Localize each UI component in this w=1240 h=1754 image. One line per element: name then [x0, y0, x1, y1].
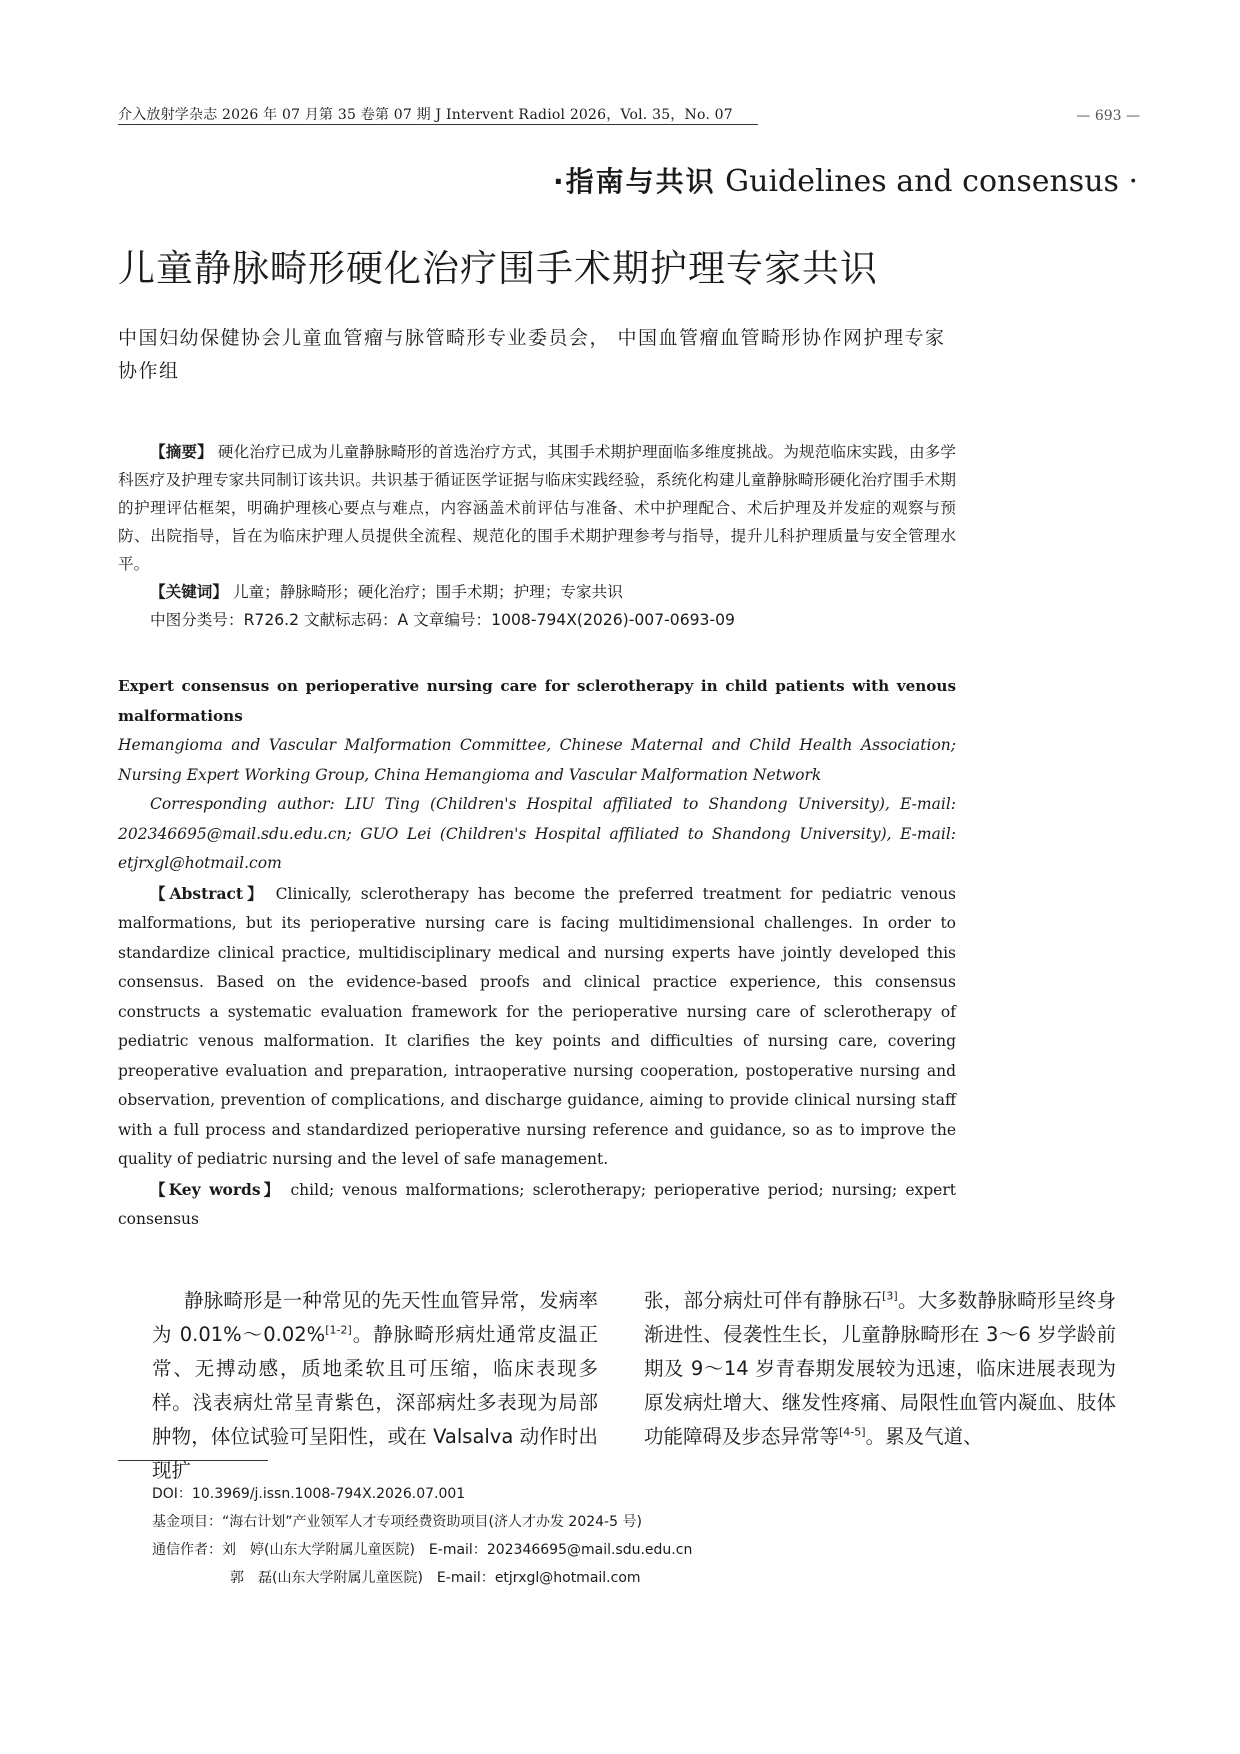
body-text: 。累及气道、 [865, 1425, 983, 1448]
corresponding-cn-2: 郭 磊(山东大学附属儿童医院) E-mail：etjrxgl@hotmail.com [230, 1570, 641, 1586]
english-block [118, 672, 956, 1235]
footnotes [152, 1480, 1052, 1592]
fund-line: 基金项目：“海右计划”产业领军人才专项经费资助项目(济人才办发 2024-5 号) [152, 1514, 642, 1530]
body-column-left [152, 1284, 598, 1488]
keywords-cn [118, 578, 956, 606]
header-rule [118, 124, 758, 125]
body-column-right [644, 1284, 1116, 1454]
corresponding-cn-1: 通信作者：刘 婷(山东大学附属儿童医院) E-mail：202346695@mail.sdu.edu.cn [152, 1542, 693, 1558]
english-authors: Hemangioma and Vascular Malformation Committee, Chinese Maternal and Child Health Association; Nursing Expert Working Group, China Hemangioma and Vascular Malformation Network [118, 736, 956, 784]
abstract-cn-label: 【摘要】 [150, 443, 213, 461]
citation: [4-5] [839, 1425, 866, 1439]
running-header: 介入放射学杂志 2026 年 07 月第 35 卷第 07 期 J Intervent Radiol 2026，Vol. 35，No. 07 [118, 107, 733, 123]
abstract-en-label: 【Abstract】 [150, 883, 267, 903]
page-number: — 693 — [1076, 108, 1140, 124]
keywords-en-label: 【Key words】 [150, 1179, 283, 1199]
body-text: 张，部分病灶可伴有静脉石 [644, 1289, 883, 1312]
corresponding-author: Corresponding author: LIU Ting (Children's Hospital affiliated to Shandong University), E-mail: 202346695@mail.sdu.edu.cn; GUO Lei (Children's Hospital affiliated to Shandong University), E-mail: etjrxgl@hotmail.com [118, 795, 956, 872]
classification-line: 中图分类号：R726.2 文献标志码：A 文章编号：1008-794X(2026)-007-0693-09 [150, 611, 735, 629]
citation: [3] [882, 1289, 898, 1303]
abstract-cn [118, 438, 956, 634]
footnote-rule [118, 1460, 268, 1461]
abstract-cn-paragraph [118, 438, 956, 578]
article-title: 儿童静脉畸形硬化治疗围手术期护理专家共识 [118, 247, 878, 290]
abstract-cn-text: 硬化治疗已成为儿童静脉畸形的首选治疗方式，其围手术期护理面临多维度挑战。为规范临床实践，由多学科医疗及护理专家共同制订该共识。共识基于循证医学证据与临床实践经验，系统化构建儿童静脉畸形硬化治疗围手术期的护理评估框架，明确护理核心要点与难点，内容涵盖术前评估与准备、术中护理配合、术后护理及并发症的观察与预防、出院指导，旨在为临床护理人员提供全流程、规范化的围手术期护理参考与指导，提升儿科护理质量与安全管理水平。 [118, 443, 956, 573]
keywords-en [118, 1175, 956, 1235]
section-tag [553, 160, 1138, 200]
authors-cn: 中国妇幼保健协会儿童血管瘤与脉管畸形专业委员会， 中国血管瘤血管畸形协作网护理专家协作组 [118, 327, 946, 382]
english-title: Expert consensus on perioperative nursing care for sclerotherapy in child patients with venous malformations [118, 677, 956, 725]
section-tag-en: Guidelines and consensus · [725, 164, 1138, 199]
abstract-en-text: Clinically, sclerotherapy has become the preferred treatment for pediatric venous malformations, but its perioperative nursing care is facing multidimensional challenges. In order to standardize clinical practice, multidisciplinary medical and nursing experts have jointly developed this consensus. Based on the evidence-based proofs and clinical practice experience, this consensus constructs a systematic evaluation framework for the perioperative nursing care of sclerotherapy of pediatric venous malformation. It clarifies the key points and difficulties of nursing care, covering preoperative evaluation and preparation, intraoperative nursing cooperation, postoperative nursing and observation, prevention of complications, and discharge guidance, aiming to provide clinical nursing staff with a full process and standardized perioperative nursing reference and guidance, so as to improve the quality of pediatric nursing and the level of safe management. [118, 884, 957, 1168]
abstract-en [118, 879, 956, 1175]
body-text: 。静脉畸形病灶通常皮温正常、无搏动感，质地柔软且可压缩，临床表现多样。浅表病灶常呈青紫色，深部病灶多表现为局部肿物，体位试验可呈阳性，或在 Valsalva 动作时出现扩 [152, 1323, 598, 1482]
keywords-en-text: child; venous malformations; sclerotherapy; perioperative period; nursing; expert consensus [118, 1180, 956, 1228]
keywords-cn-text: 儿童；静脉畸形；硬化治疗；围手术期；护理；专家共识 [232, 583, 623, 601]
body-text: 。大多数静脉畸形呈终身渐进性、侵袭性生长，儿童静脉畸形在 3～6 岁学龄前期及 9～14 岁青春期发展较为迅速，临床进展表现为原发病灶增大、继发性疼痛、局限性血管内凝血、肢体功能障碍及步态异常等 [644, 1289, 1116, 1448]
keywords-cn-label: 【关键词】 [150, 583, 228, 601]
citation: [1-2] [325, 1323, 352, 1337]
body-text: 静脉畸形是一种常见的先天性血管异常，发病率为 0.01%～0.02% [152, 1289, 598, 1346]
section-tag-zh: ·指南与共识 [552, 165, 716, 198]
doi-line: DOI：10.3969/j.issn.1008-794X.2026.07.001 [152, 1486, 466, 1502]
